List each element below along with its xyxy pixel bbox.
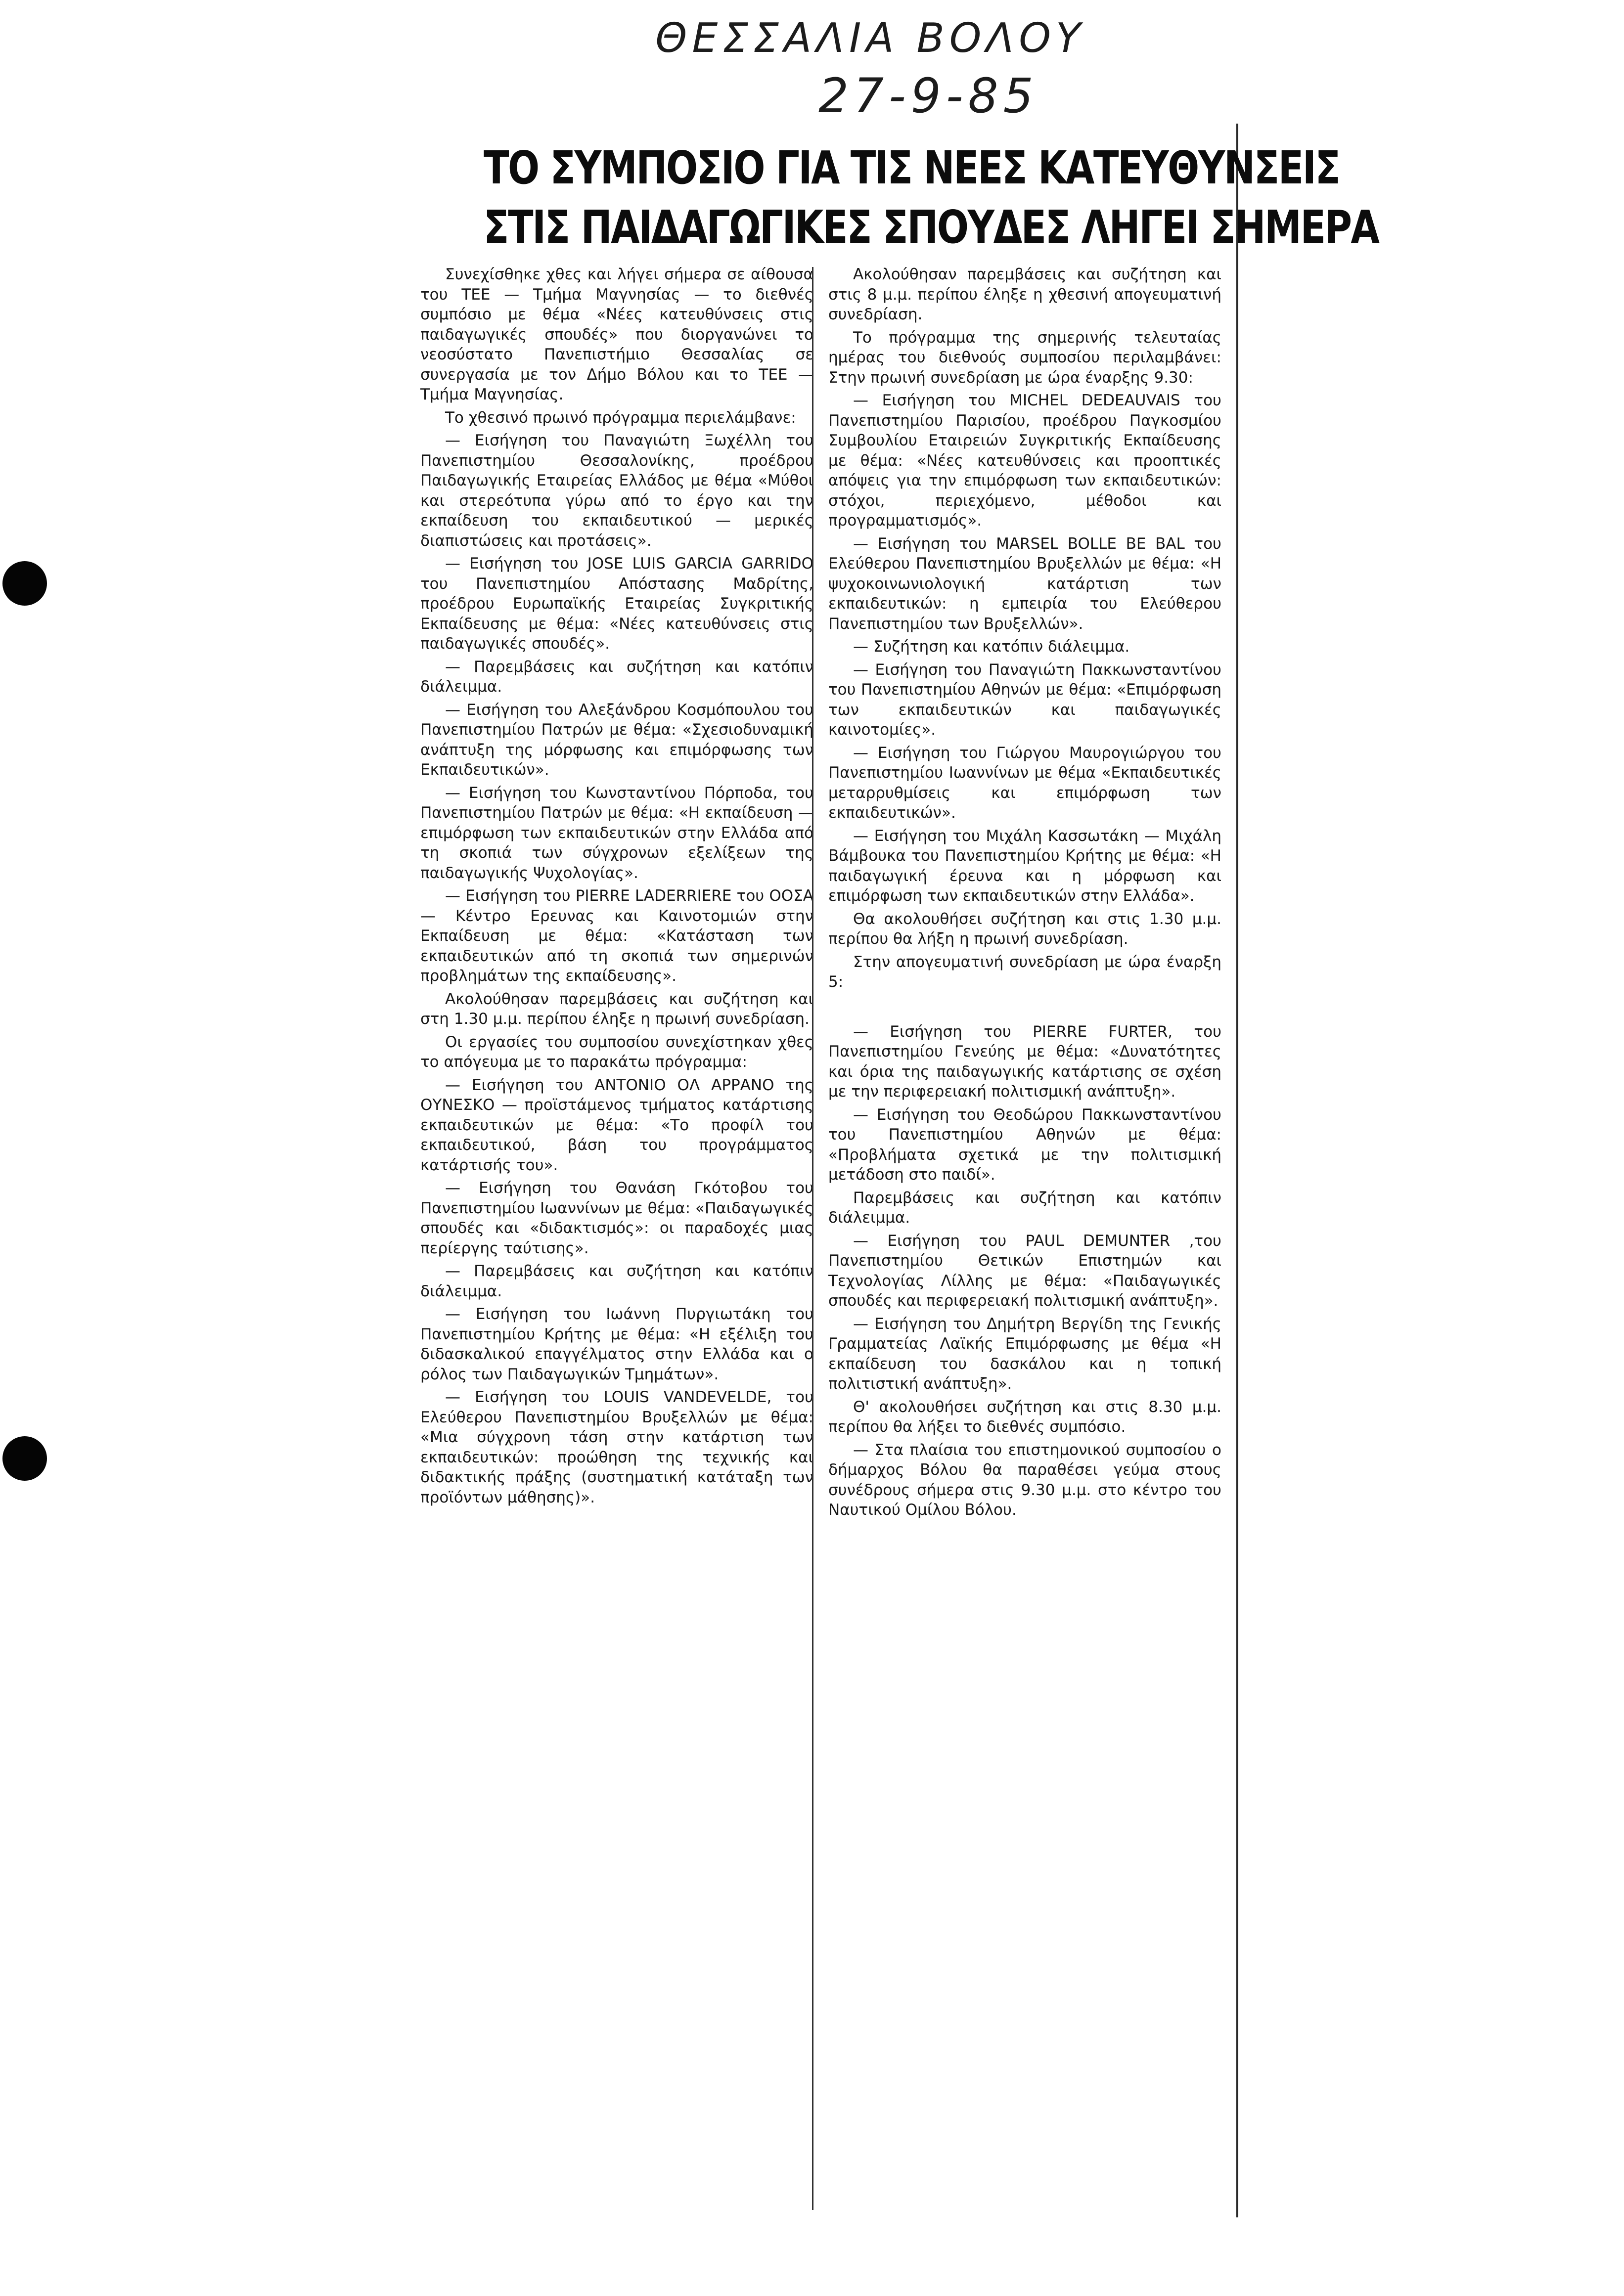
column-divider [812,267,813,2210]
punch-hole-top [2,561,47,606]
headline-line-1: ΤΟ ΣΥΜΠΟΣΙΟ ΓΙΑ ΤΙΣ ΝΕΕΣ ΚΑΤΕΥΘΥΝΣΕΙΣ [484,141,1340,194]
paragraph: — Συζήτηση και κατόπιν διάλειμμα. [853,638,1130,656]
paragraph: — Παρεμβάσεις και συζήτηση και κατόπιν διάλειμμα. [420,1262,813,1300]
paragraph: Ακολούθησαν παρεμβάσεις και συζήτηση και στη 1.30 μ.μ. περίπου έληξε η πρωινή συνεδρίαση. [420,990,813,1028]
handwritten-date: 27-9-85 [818,68,1038,124]
paragraph: — Εισήγηση του MARSEL BOLLE BE BAL του Ελεύθερου Πανεπιστημίου Βρυξελλών με θέμα: «Η ψυχοκοινωνιολογική κατάρτιση των εκπαιδευτικών: η εμπειρία του Ελεύθερου Πανεπιστημίου των Βρυξελλών». [828,534,1221,633]
paragraph: — Εισήγηση του PIERRE FURTER, του Πανεπιστημίου Γενεύης με θέμα: «Δυνατότητες και όρια της παιδαγωγικής κατάρτισης σε σχέση με την περιφερειακή πολιτισμική ανάπτυξη». [828,1022,1221,1101]
paragraph: — Εισήγηση του Θεοδώρου Πακκωνσταντίνου του Πανεπιστημίου Αθηνών με θέμα: «Προβλήματα σχετικά με την πολιτισμική μετάδοση στο παιδί». [828,1105,1221,1184]
paragraph: Θα ακολουθήσει συζήτηση και στις 1.30 μ.μ. περίπου θα λήξη η πρωινή συνεδρίαση. [828,910,1221,948]
paragraph: — Εισήγηση του Κωνσταντίνου Πόρποδα, του Πανεπιστημίου Πατρών με θέμα: «Η εκπαίδευση — επιμόρφωση των εκπαιδευτικών στην Ελλάδα από τη σκοπιά των σύγχρονων εξελίξεων της παιδαγωγικής Ψυχολογίας». [420,784,813,882]
paragraph: — Εισήγηση του Παναγιώτη Πακκωνσταντίνου του Πανεπιστημίου Αθηνών με θέμα: «Επιμόρφωση των εκπαιδευτικών και παιδαγωγικές καινοτομίες». [828,661,1221,739]
paragraph: Το χθεσινό πρωινό πρόγραμμα περιελάμβανε: [445,408,796,427]
article-column-left [420,265,813,1507]
paragraph: Στην απογευματινή συνεδρίαση με ώρα έναρξη 5: [828,953,1221,991]
paragraph: Παρεμβάσεις και συζήτηση και κατόπιν διάλειμμα. [828,1189,1221,1227]
paragraph: — Εισήγηση του Ιωάννη Πυργιωτάκη του Πανεπιστημίου Κρήτης με θέμα: «Η εξέλιξη του διδασκαλικού επαγγέλματος στην Ελλάδα και ο ρόλος των Παιδαγωγικών Τμημάτων». [420,1305,813,1383]
paragraph: — Εισήγηση του JOSE LUIS GARCIA GARRIDO του Πανεπιστημίου Απόστασης Μαδρίτης, προέδρου Ευρωπαϊκής Εταιρείας Συγκριτικής Εκπαίδευσης με θέμα: «Νέες κατευθύνσεις στις παιδαγωγικές σπουδές». [420,555,813,653]
paragraph: — Στα πλαίσια του επιστημονικού συμποσίου ο δήμαρχος Βόλου θα παραθέσει γεύμα στους συνέδρους σήμερα στις 9.30 μ.μ. στο κέντρο του Ναυτικού Ομίλου Βόλου. [828,1441,1221,1519]
article-column-right [828,265,1221,1520]
paragraph: — Εισήγηση του Αλεξάνδρου Κοσμόπουλου του Πανεπιστημίου Πατρών με θέμα: «Σχεσιοδυναμική ανάπτυξη της μόρφωσης και επιμόρφωσης των Εκπαιδευτικών». [420,701,813,779]
paragraph: — Εισήγηση του MICHEL DEDEAUVAIS του Πανεπιστημίου Παρισίου, προέδρου Παγκοσμίου Συμβουλίου Εταιρειών Συγκριτικής Εκπαίδευσης με θέμα: «Νέες κατευθύνσεις και προοπτικές απόψεις για την επιμόρφωση των εκπαιδευτικών: στόχοι, περιεχόμενο, μέθοδοι και προγραμματισμός». [828,392,1221,530]
paragraph: — Εισήγηση του Θανάση Γκότοβου του Πανεπιστημίου Ιωαννίνων με θέμα: «Παιδαγωγικές σπουδές και «διδακτισμός»: οι παραδοχές μιας περίεργης ταύτισης». [420,1179,813,1257]
paragraph: — Εισήγηση του LOUIS VANDEVELDE, του Ελεύθερου Πανεπιστημίου Βρυξελλών με θέμα: «Μια σύγχρονη τάση στην κατάρτιση των εκπαιδευτικών: προώθηση της τεχνικής και διδακτικής πράξης (συστηματική κατάταξη των προϊόντων μάθησης)». [420,1388,813,1506]
paragraph: — Εισήγηση του Παναγιώτη Ξωχέλλη του Πανεπιστημίου Θεσσαλονίκης, προέδρου Παιδαγωγικής Εταιρείας Ελλάδος με θέμα «Μύθοι και στερεότυπα γύρω από το έργο και την εκπαίδευση του εκπαιδευτικού — μερικές διαπιστώσεις και προτάσεις». [420,432,813,550]
paragraph: — Εισήγηση του Μιχάλη Κασσωτάκη — Μιχάλη Βάμβουκα του Πανεπιστημίου Κρήτης με θέμα: «Η παιδαγωγική έρευνα και η μόρφωση και επιμόρφωση των εκπαιδευτικών στην Ελλάδα». [828,827,1221,905]
paragraph: — Εισήγηση του ΑΝΤΟΝΙΟ ΟΛ ΑΡΡΑΝΟ της ΟΥΝΕΣΚΟ — προϊστάμενος τμήματος κατάρτισης εκπαιδευτικών με θέμα: «Το προφίλ του εκπαιδευτικού, βάση του προγράμματος κατάρτισής του». [420,1076,813,1174]
paragraph: Ακολούθησαν παρεμβάσεις και συζήτηση και στις 8 μ.μ. περίπου έληξε η χθεσινή απογευματινή συνεδρίαση. [828,265,1221,323]
paragraph: — Εισήγηση του Γιώργου Μαυρογιώργου του Πανεπιστημίου Ιωαννίνων με θέμα «Εκπαιδευτικές μεταρρυθμίσεις και επιμόρφωση των εκπαιδευτικών». [828,744,1221,822]
paragraph: — Παρεμβάσεις και συζήτηση και κατόπιν διάλειμμα. [420,658,813,696]
handwritten-source: ΘΕΣΣΑΛΙΑ ΒΟΛΟΥ [655,15,1086,62]
paragraph: Θ' ακολουθήσει συζήτηση και στις 8.30 μ.μ. περίπου θα λήξει το διεθνές συμπόσιο. [828,1398,1221,1436]
paragraph: Οι εργασίες του συμποσίου συνεχίστηκαν χθες το απόγευμα με το παρακάτω πρόγραμμα: [420,1033,813,1071]
paragraph: — Εισήγηση του Δημήτρη Βεργίδη της Γενικής Γραμματείας Λαϊκής Επιμόρφωσης με θέμα «Η εκπαίδευση του δασκάλου και η τοπική πολιτιστική ανάπτυξη». [828,1315,1221,1393]
article-headline [484,138,1379,257]
paragraph: Το πρόγραμμα της σημερινής τελευταίας ημέρας του διεθνούς συμποσίου περιλαμβάνει: Στην πρωινή συνεδρίαση με ώρα έναρξης 9.30: [828,328,1221,387]
headline-line-2: ΣΤΙΣ ΠΑΙΔΑΓΩΓΙΚΕΣ ΣΠΟΥΔΕΣ ΛΗΓΕΙ ΣΗΜΕΡΑ [484,201,1379,254]
punch-hole-bottom [2,1436,47,1481]
paragraph: Συνεχίσθηκε χθες και λήγει σήμερα σε αίθουσα του ΤΕΕ — Τμήμα Μαγνησίας — το διεθνές συμπόσιο με θέμα «Νέες κατευθύνσεις στις παιδαγωγικές σπουδές» που διοργανώνει το νεοσύστατο Πανεπιστήμιο Θεσσαλίας σε συνεργασία με τον Δήμο Βόλου και το ΤΕΕ — Τμήμα Μαγνησίας. [420,265,813,403]
newspaper-clipping [401,124,1379,2217]
paragraph: — Εισήγηση του PAUL DEMUNTER ,του Πανεπιστημίου Θετικών Επιστημών και Τεχνολογίας Λίλλης με θέμα: «Παιδαγωγικές σπουδές και περιφερειακή πολιτισμική ανάπτυξη». [828,1232,1221,1310]
paragraph: — Εισήγηση του PIERRE LADERRIERE του ΟΟΣΑ— Κέντρο Ερευνας και Καινοτομιών στην Εκπαίδευση με θέμα: «Κατάσταση των εκπαιδευτικών από τη σκοπιά των σημερινών προβλημάτων της εκπαίδευσης». [420,887,813,985]
